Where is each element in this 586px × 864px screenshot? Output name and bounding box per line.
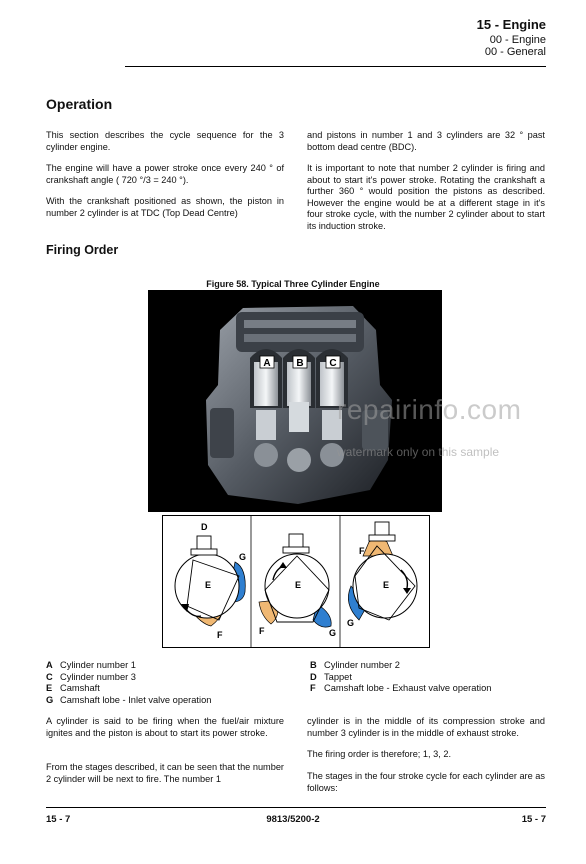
cylinder-label-c: C [329, 358, 337, 369]
legend-item-f: F Camshaft lobe - Exhaust valve operation [310, 683, 492, 693]
cam-panel-2 [259, 534, 336, 638]
label-e-2: E [295, 580, 302, 590]
chapter-title: 15 - Engine [476, 17, 546, 32]
operation-paragraph-5: It is important to note that number 2 cylinder is firing and about to start it's power stroke. Rotating the crankshaft a further 360 ° would position the pistons as described. However the engine would be at a different stage in it's four stroke cycle, with the number 2 cylinder about to start its induction stroke. [307, 163, 545, 231]
operation-paragraph-2: The engine will have a power stroke once every 240 ° of crankshaft angle ( 720 °/3 = 240 °). [46, 163, 284, 185]
firing-order-heading: Firing Order [46, 243, 119, 257]
camshaft-diagram [162, 515, 430, 648]
cylinder-label-a: A [263, 358, 271, 369]
label-f-2: F [259, 626, 265, 636]
cam-panel-3 [347, 522, 417, 628]
label-g-3: G [347, 618, 355, 628]
label-f-1: F [217, 630, 223, 640]
legend-item-d: D Tappet [310, 672, 352, 682]
label-d: D [201, 522, 208, 532]
operation-paragraph-1: This section describes the cycle sequence for the 3 cylinder engine. [46, 130, 284, 152]
watermark-note: watermark only on this sample [337, 445, 500, 459]
legend-item-c: C Cylinder number 3 [46, 672, 136, 682]
footer-page-left: 15 - 7 [46, 814, 71, 825]
subsection-title: 00 - General [484, 46, 546, 58]
legend-item-b: B Cylinder number 2 [310, 660, 400, 670]
header-divider [125, 66, 546, 67]
label-e-1: E [205, 580, 212, 590]
operation-paragraph-3: With the crankshaft positioned as shown, the piston in number 2 cylinder is at TDC (Top Dead Centre) [46, 196, 284, 218]
legend-item-a: A Cylinder number 1 [46, 660, 136, 670]
section-title: 00 - Engine [489, 34, 546, 46]
footer-page-right: 15 - 7 [521, 814, 546, 825]
footer-divider [46, 807, 546, 808]
legend-item-e: E Camshaft [46, 683, 100, 693]
cam-panel-1 [175, 522, 246, 640]
label-f-3: F [359, 546, 365, 556]
firing-paragraph-3: cylinder is in the middle of its compression stroke and number 3 cylinder is in the middle of exhaust stroke. [307, 716, 545, 738]
firing-paragraph-5: The stages in the four stroke cycle for each cylinder are as follows: [307, 771, 545, 793]
firing-paragraph-4: The firing order is therefore; 1, 3, 2. [307, 749, 452, 759]
label-g-1: G [239, 552, 247, 562]
label-g-2: G [329, 628, 337, 638]
firing-paragraph-1: A cylinder is said to be firing when the fuel/air mixture ignites and the piston is about to start its power stroke. [46, 716, 284, 738]
label-e-3: E [383, 580, 390, 590]
cylinder-label-b: B [296, 358, 304, 369]
legend-item-g: G Camshaft lobe - Inlet valve operation [46, 695, 212, 705]
operation-paragraph-4: and pistons in number 1 and 3 cylinders are 32 ° past bottom dead centre (BDC). [307, 130, 545, 152]
firing-paragraph-2: From the stages described, it can be seen that the number 2 cylinder will be next to fire. The number 1 [46, 762, 284, 784]
operation-heading: Operation [46, 96, 113, 112]
watermark-logo: repairinfo.com [337, 394, 522, 425]
camshaft-diagram-svg [163, 516, 429, 647]
footer-doc-number: 9813/5200-2 [266, 814, 320, 825]
figure-caption: Figure 58. Typical Three Cylinder Engine [206, 279, 380, 289]
